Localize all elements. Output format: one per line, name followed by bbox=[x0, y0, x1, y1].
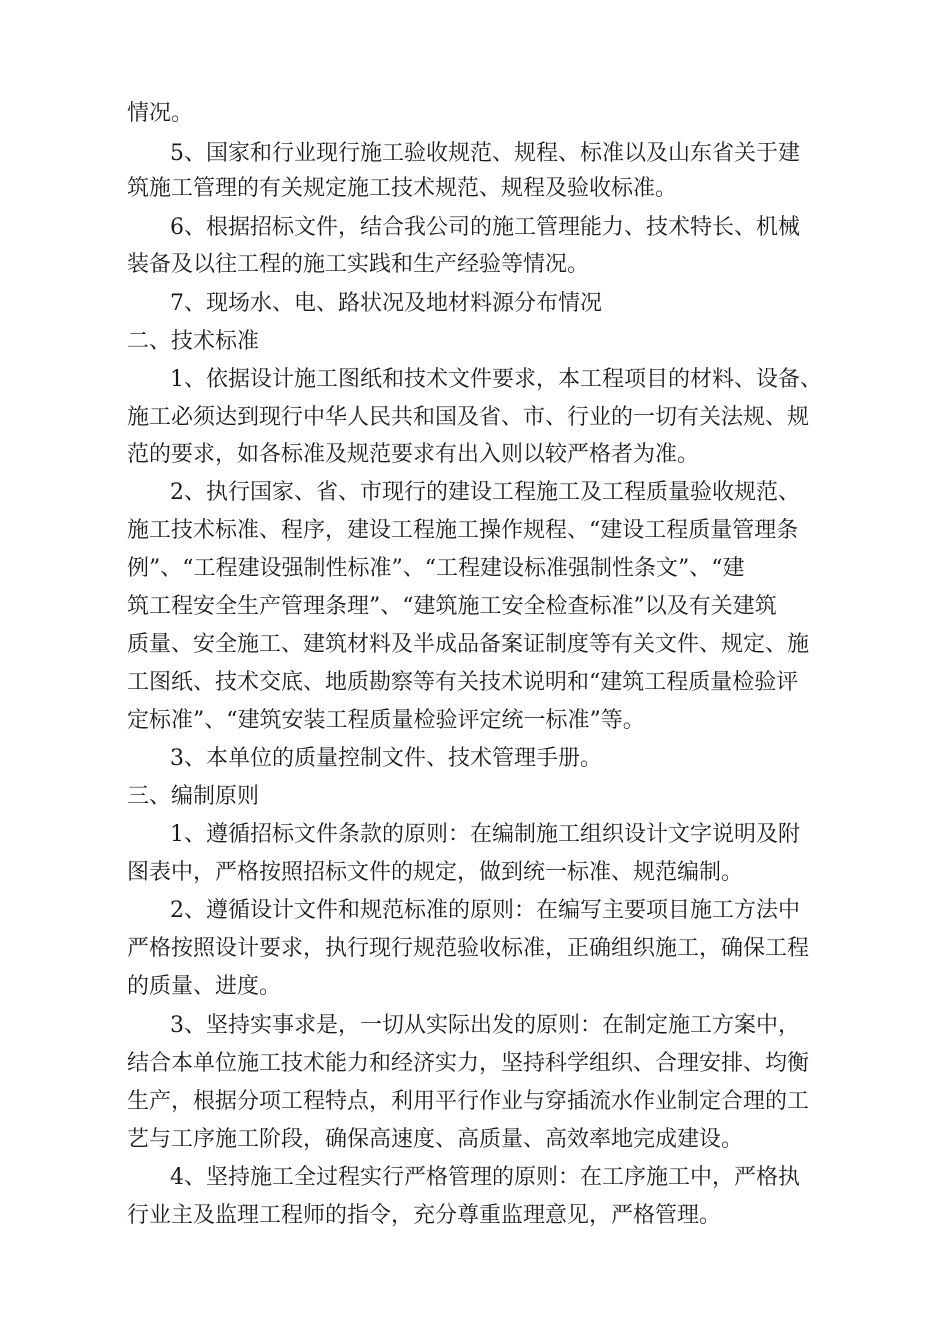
text-line: 定标准”、“建筑安装工程质量检验评定统一标准”等。 bbox=[127, 708, 645, 733]
text-line: 5、国家和行业现行施工验收规范、规程、标准以及山东省关于建 bbox=[170, 141, 800, 166]
text-line: 2、执行国家、省、市现行的建设工程施工及工程质量验收规范、 bbox=[170, 480, 800, 505]
section-heading: 二、技术标准 bbox=[127, 329, 260, 354]
text-line: 质量、安全施工、建筑材料及半成品备案证制度等有关文件、规定、施 bbox=[127, 632, 810, 657]
text-line: 艺与工序施工阶段，确保高速度、高质量、高效率地完成建设。 bbox=[127, 1127, 744, 1152]
text-line: 2、遵循设计文件和规范标准的原则：在编写主要项目施工方法中 bbox=[170, 898, 800, 923]
text-line: 筑施工管理的有关规定施工技术规范、规程及验收标准。 bbox=[127, 176, 678, 201]
text-line: 的质量、进度。 bbox=[127, 974, 282, 999]
text-line: 范的要求，如各标准及规范要求有出入则以较严格者为准。 bbox=[127, 442, 700, 467]
text-line: 1、遵循招标文件条款的原则：在编制施工组织设计文字说明及附 bbox=[170, 822, 800, 847]
text-line: 施工技术标准、程序，建设工程施工操作规程、“建设工程质量管理条 bbox=[127, 518, 799, 543]
text-line: 情况。 bbox=[127, 101, 194, 126]
text-line: 1、依据设计施工图纸和技术文件要求，本工程项目的材料、设备、 bbox=[170, 367, 822, 392]
text-line: 施工必须达到现行中华人民共和国及省、市、行业的一切有关法规、规 bbox=[127, 405, 810, 430]
text-line: 生产，根据分项工程特点，利用平行作业与穿插流水作业制定合理的工 bbox=[127, 1089, 810, 1114]
text-line: 筑工程安全生产管理条理”、“建筑施工安全检查标准”以及有关建筑 bbox=[127, 594, 777, 619]
text-line: 装备及以往工程的施工实践和生产经验等情况。 bbox=[127, 252, 590, 277]
text-line: 严格按照设计要求，执行现行规范验收标准，正确组织施工，确保工程 bbox=[127, 936, 810, 961]
text-line: 4、坚持施工全过程实行严格管理的原则：在工序施工中，严格执 bbox=[170, 1165, 800, 1190]
section-heading: 三、编制原则 bbox=[127, 784, 260, 809]
text-line: 3、坚持实事求是，一切从实际出发的原则：在制定施工方案中， bbox=[170, 1013, 800, 1038]
text-line: 结合本单位施工技术能力和经济实力，坚持科学组织、合理安排、均衡 bbox=[127, 1051, 810, 1076]
text-line: 7、现场水、电、路状况及地材料源分布情况 bbox=[170, 291, 602, 316]
text-line: 图表中，严格按照招标文件的规定，做到统一标准、规范编制。 bbox=[127, 860, 744, 885]
text-line: 3、本单位的质量控制文件、技术管理手册。 bbox=[170, 746, 602, 771]
text-line: 6、根据招标文件，结合我公司的施工管理能力、技术特长、机械 bbox=[170, 215, 800, 240]
text-line: 工图纸、技术交底、地质勘察等有关技术说明和“建筑工程质量检验评 bbox=[127, 670, 799, 695]
text-line: 行业主及监理工程师的指令，充分尊重监理意见，严格管理。 bbox=[127, 1203, 722, 1228]
text-line: 例”、“工程建设强制性标准”、“工程建设标准强制性条文”、“建 bbox=[127, 556, 745, 581]
